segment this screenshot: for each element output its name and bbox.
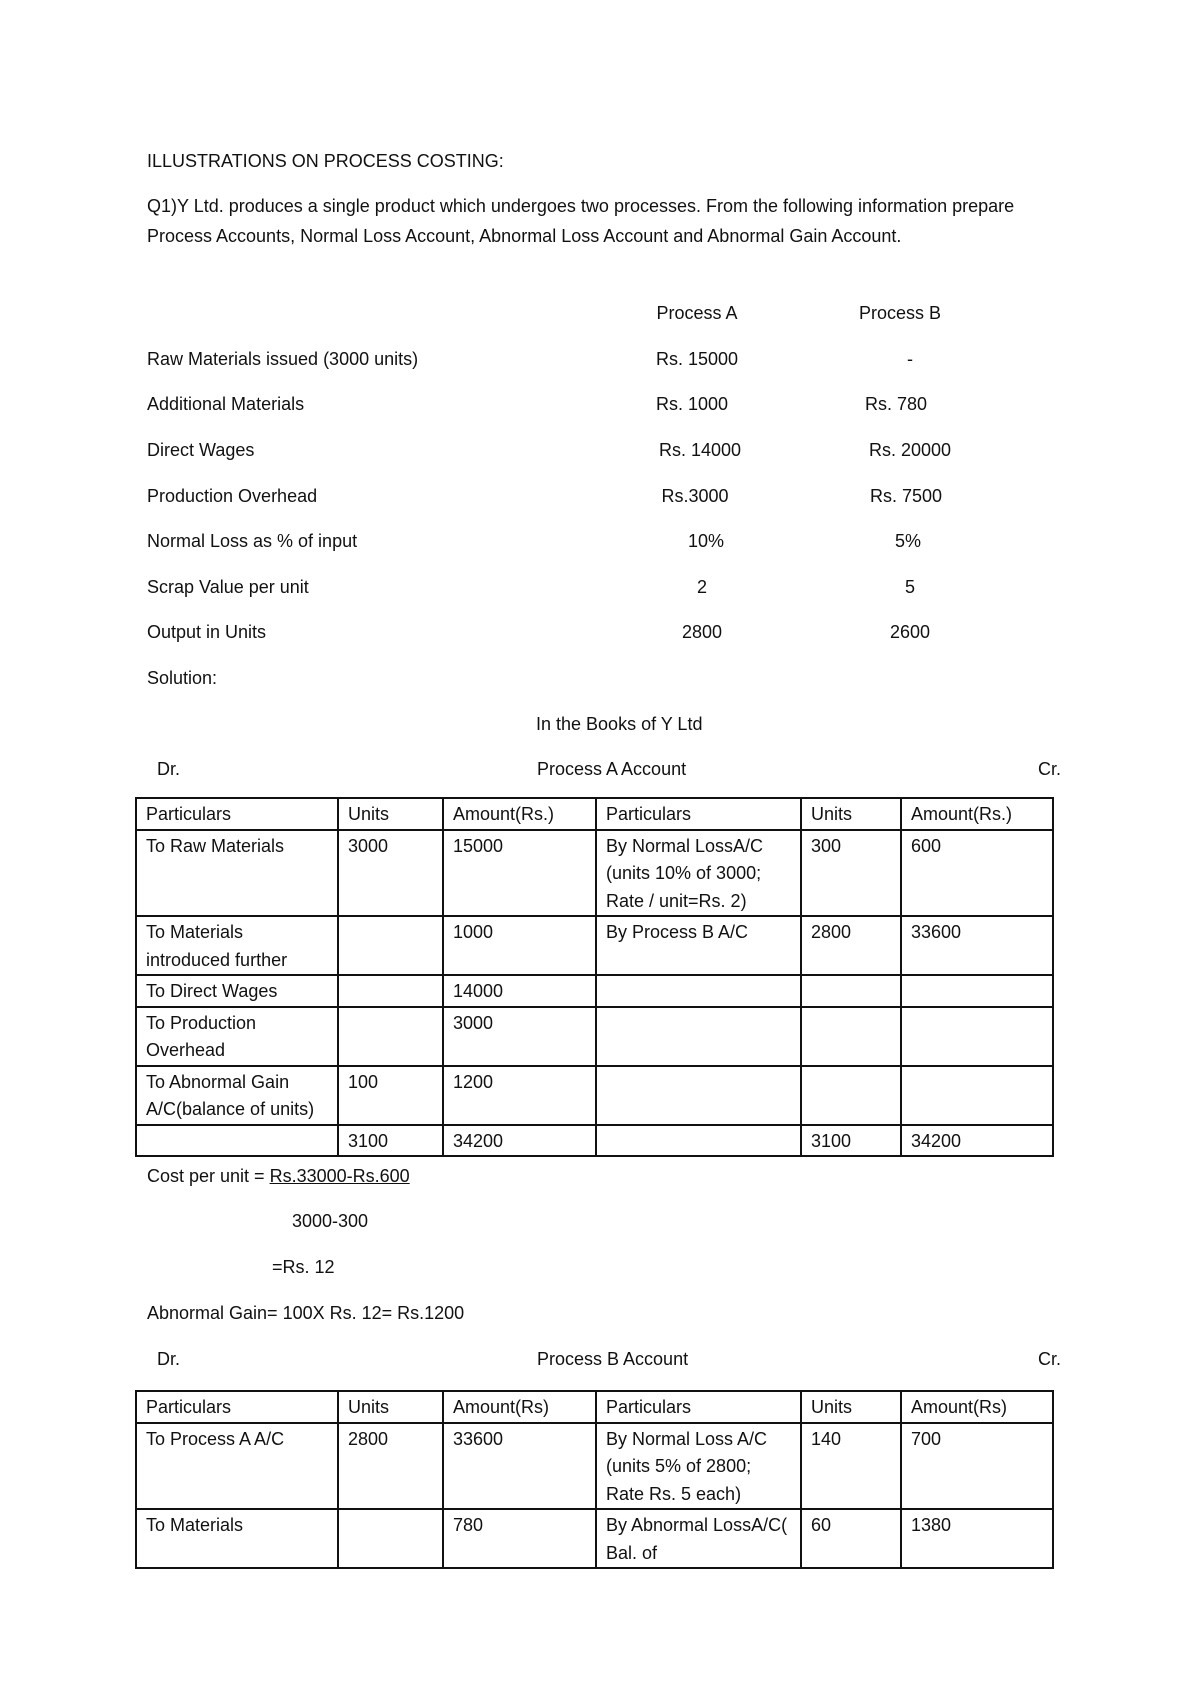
info-row-a: 10% xyxy=(687,531,725,551)
table-header-row xyxy=(136,1391,1053,1423)
table-cell xyxy=(596,975,801,1007)
table-cell: 14000 xyxy=(443,975,596,1007)
table-cell: 1380 xyxy=(901,1509,1053,1568)
process-b-title: Process B Account xyxy=(537,1349,689,1369)
page-heading: ILLUSTRATIONS ON PROCESS COSTING: xyxy=(147,151,504,171)
info-row-label: Scrap Value per unit xyxy=(147,577,309,597)
table-cell: 140 xyxy=(801,1423,901,1510)
table-cell xyxy=(801,975,901,1007)
info-row-b: Rs. 20000 xyxy=(868,440,952,460)
header-cell: Units xyxy=(338,798,443,830)
table-cell: 34200 xyxy=(443,1125,596,1157)
table-cell: 3100 xyxy=(338,1125,443,1157)
table-cell: To Direct Wages xyxy=(136,975,338,1007)
table-row xyxy=(136,1007,1053,1066)
table-cell: 1000 xyxy=(443,916,596,975)
table-cell xyxy=(338,975,443,1007)
info-row-a: Rs.3000 xyxy=(661,486,729,506)
table-cell xyxy=(901,975,1053,1007)
table-cell: 3000 xyxy=(338,830,443,917)
cost-numerator: Rs.33000-Rs.600 xyxy=(269,1166,410,1186)
table-cell: To Production Overhead xyxy=(136,1007,338,1066)
table-cell: 700 xyxy=(901,1423,1053,1510)
info-row-b: Rs. 7500 xyxy=(869,486,943,506)
header-cell: Particulars xyxy=(596,798,801,830)
table-cell xyxy=(596,1066,801,1125)
process-a-table xyxy=(135,797,1054,1157)
info-row-a: Rs. 15000 xyxy=(655,349,739,369)
process-b-dr: Dr. xyxy=(157,1349,181,1369)
header-cell: Particulars xyxy=(136,1391,338,1423)
info-row-label: Direct Wages xyxy=(147,440,255,460)
table-row xyxy=(136,1423,1053,1510)
table-cell: 60 xyxy=(801,1509,901,1568)
cost-per-unit-prefix: Cost per unit = xyxy=(147,1166,270,1186)
cost-denominator: 3000-300 xyxy=(292,1211,369,1231)
table-cell: 600 xyxy=(901,830,1053,917)
table-cell: 34200 xyxy=(901,1125,1053,1157)
process-a-cr: Cr. xyxy=(1038,759,1062,779)
table-cell: To Materials introduced further xyxy=(136,916,338,975)
abnormal-gain-line: Abnormal Gain= 100X Rs. 12= Rs.1200 xyxy=(147,1303,465,1323)
header-cell: Particulars xyxy=(136,798,338,830)
table-cell xyxy=(136,1125,338,1157)
info-row-a: Rs. 1000 xyxy=(655,394,729,414)
books-title: In the Books of Y Ltd xyxy=(536,714,703,734)
info-header-process-a: Process A xyxy=(656,303,738,323)
info-row-a: 2800 xyxy=(681,622,723,642)
table-cell: 33600 xyxy=(901,916,1053,975)
table-total-row xyxy=(136,1125,1053,1157)
table-cell: 3000 xyxy=(443,1007,596,1066)
table-header-row xyxy=(136,798,1053,830)
table-cell xyxy=(338,916,443,975)
info-row-b: - xyxy=(907,349,913,369)
table-cell: 33600 xyxy=(443,1423,596,1510)
process-a-dr: Dr. xyxy=(157,759,181,779)
table-cell: By Abnormal LossA/C( Bal. of xyxy=(596,1509,801,1568)
header-cell: Particulars xyxy=(596,1391,801,1423)
info-row-b: 5 xyxy=(904,577,915,597)
table-cell: To Process A A/C xyxy=(136,1423,338,1510)
table-cell: 780 xyxy=(443,1509,596,1568)
cost-per-unit-line xyxy=(147,1165,410,1187)
info-row-label: Additional Materials xyxy=(147,394,305,414)
table-row xyxy=(136,916,1053,975)
info-row-label: Raw Materials issued (3000 units) xyxy=(147,349,419,369)
info-row-label: Output in Units xyxy=(147,622,267,642)
table-cell xyxy=(901,1007,1053,1066)
table-row xyxy=(136,830,1053,917)
info-row-label: Production Overhead xyxy=(147,486,318,506)
info-row-a: Rs. 14000 xyxy=(658,440,742,460)
table-cell: By Process B A/C xyxy=(596,916,801,975)
info-row-b: Rs. 780 xyxy=(864,394,928,414)
info-header-process-b: Process B xyxy=(858,303,942,323)
table-cell: 3100 xyxy=(801,1125,901,1157)
table-cell: By Normal LossA/C (units 10% of 3000; Rate / unit=Rs. 2) xyxy=(596,830,801,917)
table-cell: 100 xyxy=(338,1066,443,1125)
table-cell: To Raw Materials xyxy=(136,830,338,917)
info-row-label: Normal Loss as % of input xyxy=(147,531,358,551)
header-cell: Units xyxy=(801,798,901,830)
table-cell xyxy=(801,1066,901,1125)
table-cell xyxy=(338,1007,443,1066)
table-row xyxy=(136,1509,1053,1568)
info-row-b: 2600 xyxy=(889,622,931,642)
header-cell: Amount(Rs) xyxy=(901,1391,1053,1423)
table-cell xyxy=(596,1007,801,1066)
table-cell xyxy=(338,1509,443,1568)
header-cell: Amount(Rs.) xyxy=(443,798,596,830)
table-row xyxy=(136,975,1053,1007)
table-cell: 1200 xyxy=(443,1066,596,1125)
info-row-a: 2 xyxy=(696,577,707,597)
table-row xyxy=(136,1066,1053,1125)
table-cell: To Abnormal Gain A/C(balance of units) xyxy=(136,1066,338,1125)
header-cell: Units xyxy=(801,1391,901,1423)
table-cell: 15000 xyxy=(443,830,596,917)
solution-label: Solution: xyxy=(147,668,218,688)
table-cell xyxy=(901,1066,1053,1125)
info-row-b: 5% xyxy=(894,531,921,551)
table-cell: To Materials xyxy=(136,1509,338,1568)
table-cell: 2800 xyxy=(801,916,901,975)
header-cell: Amount(Rs.) xyxy=(901,798,1053,830)
question-text: Q1)Y Ltd. produces a single product which undergoes two processes. From the following information prepare Process Accounts, Normal Loss Account, Abnormal Loss Account and Abnormal Gain Account. xyxy=(147,196,1015,246)
header-cell: Units xyxy=(338,1391,443,1423)
cost-result: =Rs. 12 xyxy=(272,1257,335,1277)
table-cell: 300 xyxy=(801,830,901,917)
table-cell xyxy=(801,1007,901,1066)
process-b-table xyxy=(135,1390,1054,1569)
header-cell: Amount(Rs) xyxy=(443,1391,596,1423)
process-a-title: Process A Account xyxy=(537,759,687,779)
process-b-cr: Cr. xyxy=(1038,1349,1062,1369)
table-cell: 2800 xyxy=(338,1423,443,1510)
table-cell xyxy=(596,1125,801,1157)
table-cell: By Normal Loss A/C (units 5% of 2800; Rate Rs. 5 each) xyxy=(596,1423,801,1510)
